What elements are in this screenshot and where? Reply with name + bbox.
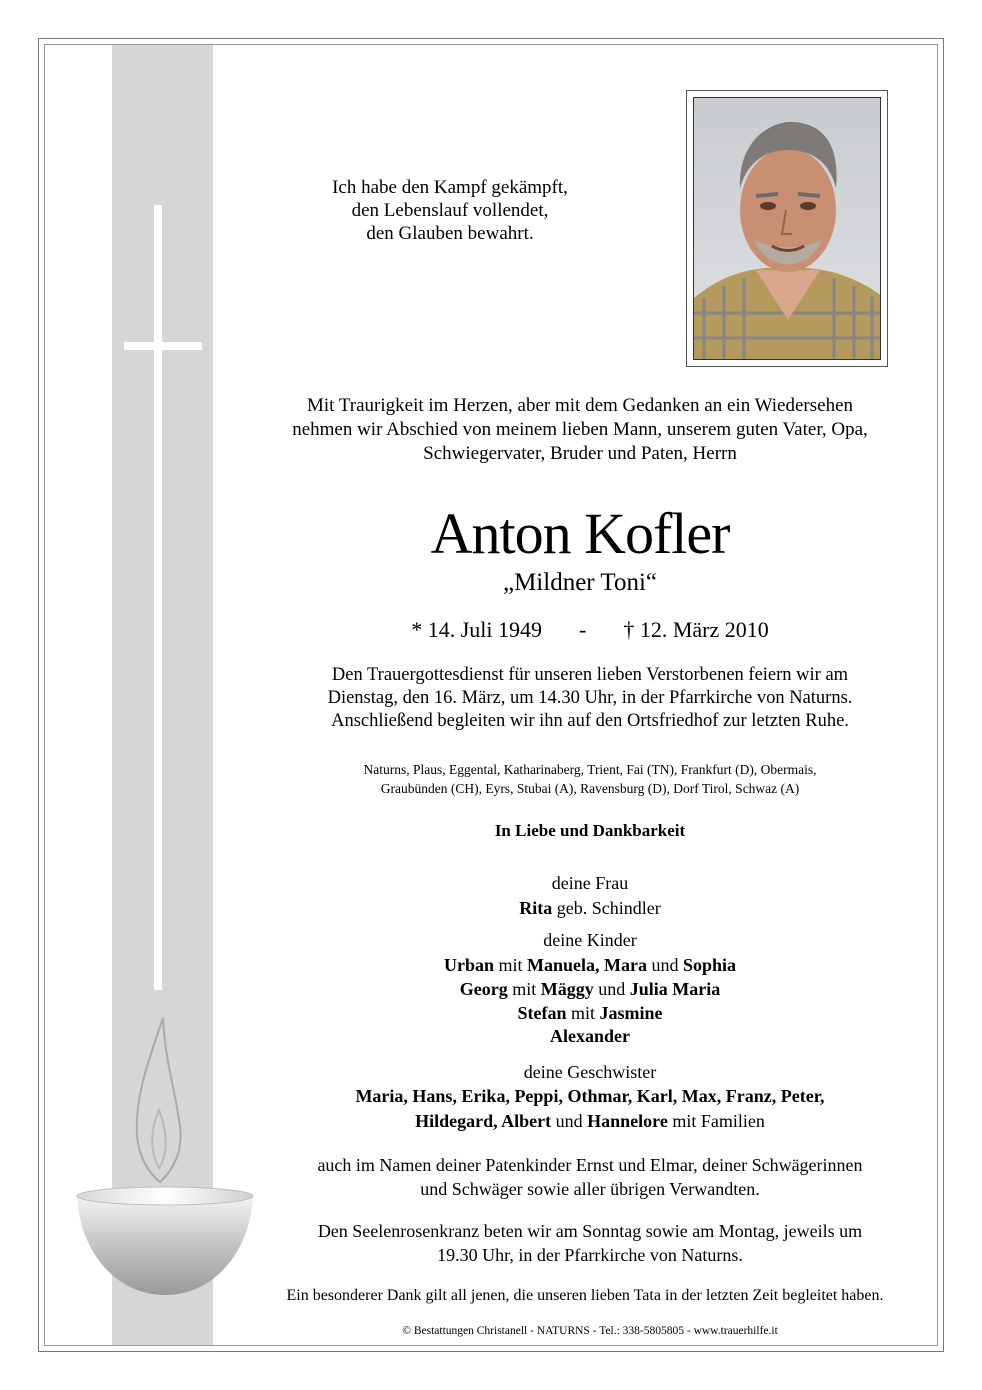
- wife-maiden-name: geb. Schindler: [552, 898, 661, 918]
- wife-name: Rita: [519, 898, 553, 918]
- child-name: Urban: [443, 955, 494, 975]
- wife-entry: [260, 897, 920, 920]
- child-name: Stefan: [517, 1003, 567, 1023]
- sibling-names: Hannelore: [587, 1111, 668, 1131]
- rosary-text: [240, 1219, 940, 1267]
- connector: mit: [507, 979, 541, 999]
- bible-quote: [300, 176, 600, 245]
- special-thanks: Ein besonderer Dank gilt all jenen, die unseren lieben Tata in der letzten Zeit begleitet haben.: [286, 1287, 884, 1304]
- places-list: [250, 760, 930, 798]
- connector: und: [593, 979, 630, 999]
- portrait-photo: [693, 97, 881, 360]
- sibling-names: Hildegard, Albert: [415, 1111, 552, 1131]
- intro-text: [240, 394, 920, 466]
- date-separator: -: [579, 617, 587, 642]
- intro-line: Mit Traurigkeit im Herzen, aber mit dem Gedanken an ein Wiedersehen: [306, 395, 854, 416]
- child-name: Alexander: [550, 1026, 630, 1046]
- child-entry: [260, 978, 920, 1001]
- birth-date: * 14. Juli 1949: [411, 617, 543, 642]
- footer-credit: © Bestattungen Christanell - NATURNS - Tel.: 338-5805805 - www.trauerhilfe.it: [402, 1325, 778, 1337]
- service-line: Anschließend begleiten wir ihn auf den Ortsfriedhof zur letzten Ruhe.: [331, 711, 849, 731]
- connector: und: [646, 955, 683, 975]
- connector: und: [551, 1111, 588, 1131]
- families-note: mit Familien: [667, 1111, 765, 1131]
- service-line: Dienstag, den 16. März, um 14.30 Uhr, in der Pfarrkirche von Naturns.: [327, 688, 853, 708]
- child-entry: [260, 1002, 920, 1025]
- quote-line: den Glauben bewahrt.: [366, 223, 534, 244]
- funeral-service-text: [240, 664, 940, 733]
- children-label: deine Kinder: [543, 930, 637, 950]
- places-line: Graubünden (CH), Eyrs, Stubai (A), Ravensburg (D), Dorf Tirol, Schwaz (A): [380, 781, 800, 796]
- partner-name: Manuela, Mara: [527, 955, 647, 975]
- deceased-nickname: „Mildner Toni“: [502, 569, 657, 596]
- life-dates: [250, 616, 930, 644]
- siblings-line: [260, 1085, 920, 1108]
- also-line: auch im Namen deiner Patenkinder Ernst und Elmar, deiner Schwägerinnen: [317, 1155, 863, 1175]
- sibling-names: Maria, Hans, Erika, Peppi, Othmar, Karl, Max, Franz, Peter,: [355, 1086, 825, 1106]
- siblings-label: deine Geschwister: [523, 1062, 657, 1082]
- rosary-line: Den Seelenrosenkranz beten wir am Sonntag sowie am Montag, jeweils um: [317, 1221, 863, 1241]
- also-on-behalf-text: [240, 1153, 940, 1201]
- places-line: Naturns, Plaus, Eggental, Katharinaberg, Trient, Fai (TN), Frankfurt (D), Obermais,: [363, 762, 817, 777]
- death-date: † 12. März 2010: [623, 617, 769, 642]
- wife-label: deine Frau: [551, 873, 629, 893]
- partner-name: Mäggy: [540, 979, 594, 999]
- connector: mit: [566, 1003, 600, 1023]
- siblings-line: [260, 1110, 920, 1133]
- partner-name: Jasmine: [599, 1003, 663, 1023]
- candle-flame-bowl-icon: [75, 1010, 255, 1300]
- child-entry: [260, 954, 920, 977]
- grandchild-name: Sophia: [682, 955, 737, 975]
- mourners-heading: In Liebe und Dankbarkeit: [494, 821, 686, 840]
- service-line: Den Trauergottesdienst für unseren lieben Verstorbenen feiern wir am: [331, 665, 849, 685]
- intro-line: nehmen wir Abschied von meinem lieben Mann, unserem guten Vater, Opa,: [292, 419, 868, 440]
- child-name: Georg: [459, 979, 508, 999]
- quote-line: Ich habe den Kampf gekämpft,: [332, 177, 568, 198]
- child-entry: [260, 1025, 920, 1048]
- quote-line: den Lebenslauf vollendet,: [351, 200, 549, 221]
- deceased-name: Anton Kofler: [430, 501, 730, 566]
- cross-icon: [154, 205, 162, 990]
- rosary-line: 19.30 Uhr, in der Pfarrkirche von Naturns.: [437, 1245, 743, 1265]
- also-line: und Schwäger sowie aller übrigen Verwandten.: [420, 1179, 760, 1199]
- cross-bar: [124, 342, 202, 350]
- connector: mit: [493, 955, 527, 975]
- grandchild-name: Julia Maria: [629, 979, 721, 999]
- portrait-photo-frame: [686, 90, 888, 367]
- intro-line: Schwiegervater, Bruder und Paten, Herrn: [423, 443, 737, 464]
